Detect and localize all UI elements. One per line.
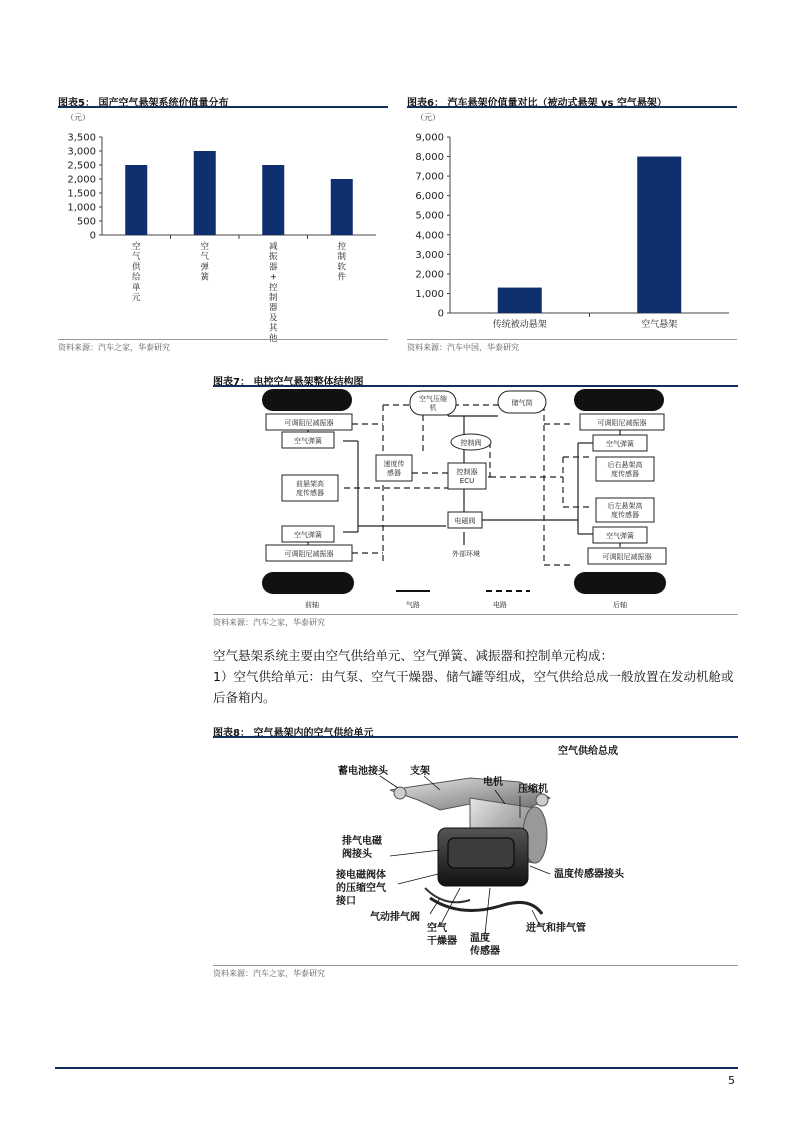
page-number: 5: [728, 1074, 735, 1087]
y-tick-label: 7,000: [415, 171, 444, 183]
bracket-mount-1: [394, 787, 406, 799]
label-rear-bottom-spring: 空气弹簧: [606, 532, 634, 540]
air-supply-unit-illustration: [320, 738, 650, 960]
footer-rule: [55, 1067, 738, 1069]
front-height-sensor-box: [282, 475, 338, 501]
label-rear-axle: 后轴: [613, 601, 627, 609]
y-tick-label: 2,000: [67, 174, 96, 186]
y-tick-label: 1,000: [415, 288, 444, 300]
y-tick-label: 3,000: [67, 146, 96, 158]
bar: [262, 165, 284, 235]
label-front-height-sensor: 前悬架高度传感器: [296, 480, 324, 497]
y-tick-label: 6,000: [415, 191, 444, 203]
x-category-label: 传统被动悬架: [492, 320, 547, 330]
ecu-box: [448, 463, 486, 489]
fig5-source: 资料来源：汽车之家，华泰研究: [58, 343, 170, 352]
x-category-label: 控制软件: [337, 242, 347, 283]
fig6-top-rule: [407, 106, 737, 108]
x-category-label: 空气弹簧: [200, 242, 210, 283]
label-control-switch: 控制阀: [460, 439, 482, 447]
label-rear-top-spring: 空气弹簧: [606, 440, 634, 448]
fig7-source: 资料来源：汽车之家，华泰研究: [213, 618, 325, 627]
label-air-dryer: 空气干燥器: [427, 923, 457, 947]
fig6-bottom-rule: [407, 339, 737, 340]
rear-bottom-wheel: [574, 572, 666, 594]
label-speed-sensor: 速度传感器: [383, 460, 405, 477]
y-tick-label: 500: [76, 216, 96, 228]
label-temp-sensor: 温度传感器: [470, 933, 500, 957]
fig8-bottom-rule: [213, 965, 738, 966]
fig5-top-rule: [58, 106, 388, 108]
label-bracket: 支架: [410, 766, 430, 777]
fig5-bar-chart: [58, 122, 388, 344]
body-paragraph-2: 1）空气供给单元：由气泵、空气干燥器、储气罐等组成，空气供给总成一般放置在发动机舱或后备箱内。: [213, 669, 734, 705]
fig5-unit: （元）: [66, 113, 90, 122]
dryer-cylinder: [448, 838, 514, 868]
y-tick-label: 1,000: [67, 202, 96, 214]
x-category-label: 空气悬架: [641, 320, 678, 330]
fig6-unit: （元）: [416, 113, 440, 122]
fig8-title: 图表8： 空气悬架内的空气供给单元: [213, 728, 374, 739]
bar: [331, 179, 353, 235]
fig6-bar-chart: [407, 122, 737, 338]
y-tick-label: 3,500: [67, 132, 96, 144]
fig7-title: 图表7： 电控空气悬架整体结构图: [213, 377, 364, 388]
y-tick-label: 5,000: [415, 210, 444, 222]
fig8-source: 资料来源：汽车之家，华泰研究: [213, 969, 325, 978]
label-compressor: 空气压缩机: [419, 395, 447, 412]
body-paragraphs: [213, 645, 743, 708]
label-rear-top-damper: 可调阻尼减振器: [597, 419, 647, 427]
label-air-line: 气路: [406, 601, 420, 609]
front-top-wheel: [262, 389, 352, 411]
fig6-title: 图表6： 汽车悬架价值量对比（被动式悬架 vs 空气悬架）: [407, 98, 667, 109]
speed-sensor-box: [376, 455, 412, 481]
y-tick-label: 0: [437, 308, 444, 320]
label-battery-connector: 蓄电池接头: [338, 766, 388, 777]
rear-top-wheel: [574, 389, 664, 411]
fig5-title: 图表5： 国产空气悬架系统价值量分布: [58, 98, 229, 109]
label-intake-exhaust-pipe: 进气和排气管: [526, 923, 586, 934]
label-rear-bottom-damper: 可调阻尼减振器: [602, 553, 652, 561]
bar: [498, 288, 542, 313]
front-bottom-wheel: [262, 572, 354, 594]
y-tick-label: 9,000: [415, 132, 444, 144]
label-front-bottom-damper: 可调阻尼减振器: [284, 550, 334, 558]
label-front-axle: 前轴: [305, 601, 319, 609]
label-air-tank: 储气筒: [511, 399, 533, 407]
air-suspension-structure-diagram: [258, 387, 678, 613]
label-elec-line: 电路: [493, 601, 507, 609]
bar: [637, 157, 681, 313]
label-rear-right-height-sensor: 后右悬架高度传感器: [607, 461, 643, 478]
label-front-top-spring: 空气弹簧: [294, 437, 322, 445]
fig7-bottom-rule: [213, 614, 738, 615]
label-temp-sensor-connector: 温度传感器接头: [554, 869, 624, 880]
label-front-top-damper: 可调阻尼减振器: [284, 419, 334, 427]
label-motor: 电机: [483, 777, 503, 788]
label-solenoid-port: 接电磁阀体的压缩空气接口: [336, 870, 386, 907]
y-tick-label: 1,500: [67, 188, 96, 200]
label-solenoid-valve: 电磁阀: [454, 517, 476, 525]
x-category-label: 空气供给单元: [131, 242, 141, 303]
y-tick-label: 3,000: [415, 249, 444, 261]
label-outside-environment: 外部环境: [452, 550, 480, 558]
label-air-supply-assembly: 空气供给总成: [558, 746, 618, 757]
y-tick-label: 0: [89, 230, 96, 242]
label-ecu: 控制器 ECU: [456, 468, 478, 485]
fig5-bottom-rule: [58, 339, 388, 340]
y-tick-label: 4,000: [415, 230, 444, 242]
label-rear-left-height-sensor: 后左悬架高度传感器: [607, 502, 643, 519]
x-category-label: 减振器+控制器及其他: [268, 242, 278, 344]
label-compressor: 压缩机: [518, 784, 548, 795]
y-tick-label: 2,500: [67, 160, 96, 172]
bar: [194, 151, 216, 235]
bar: [125, 165, 147, 235]
y-tick-label: 8,000: [415, 152, 444, 164]
body-paragraph-1: 空气悬架系统主要由空气供给单元、空气弹簧、减振器和控制单元构成：: [213, 648, 614, 663]
label-pneumatic-exhaust-valve: 气动排气阀: [370, 912, 420, 923]
label-exhaust-valve-connector: 排气电磁阀接头: [342, 836, 382, 860]
y-tick-label: 2,000: [415, 269, 444, 281]
label-front-bottom-spring: 空气弹簧: [294, 531, 322, 539]
fig6-source: 资料来源：汽车中国，华泰研究: [407, 343, 519, 352]
bracket-mount-2: [536, 794, 548, 806]
